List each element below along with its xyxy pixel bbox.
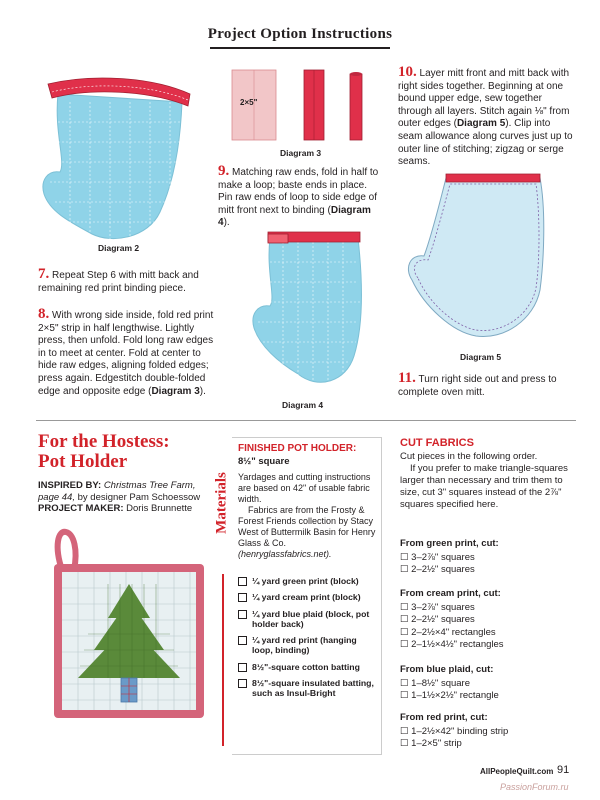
step-7 (38, 268, 218, 295)
materials-intro (238, 472, 376, 560)
pot-holder-title (38, 432, 218, 472)
page-number: 91 (557, 764, 570, 776)
title-line-1: For the Hostess: (38, 431, 170, 452)
cut-intro-1: Cut pieces in the following order. (400, 451, 538, 462)
binding-strip (446, 174, 540, 182)
pot-holder-image (48, 528, 208, 728)
step-11-number: 11. (398, 370, 416, 386)
materials-fabric-url: (henryglassfabrics.net). (238, 549, 332, 559)
cut-fabrics-title: CUT FABRICS (400, 437, 474, 449)
cut-item: ☐ 1–1½×2½" rectangle (400, 690, 575, 703)
mitt-shape (253, 238, 362, 382)
watermark: PassionForum.ru (500, 782, 569, 792)
finished-size: 8½" square (238, 456, 290, 467)
materials-label (214, 437, 230, 569)
step-10-tail: ). Clip into seam allowance along curves just up to outer line of stitching; zigzag or serge seams. (398, 118, 573, 168)
step-8-number: 8. (38, 306, 50, 322)
project-maker (38, 503, 218, 515)
hanging-loop (268, 234, 288, 243)
inspired-by (38, 480, 218, 504)
finished-label: FINISHED POT HOLDER: (238, 443, 357, 454)
materials-item: ¼ yard cream print (block) (238, 592, 378, 602)
cut-group-heading: From cream print, cut: (400, 588, 501, 599)
step-10-text: Layer mitt front and mitt back with right sides together. Beginning at one bound upper edge, sew together through all layers. Stitch again ⅛" from outer edges ( (398, 68, 570, 130)
cut-group-cream (400, 588, 575, 652)
step-7-number: 7. (38, 266, 50, 282)
cut-item: ☐ 1–8½" square (400, 678, 575, 691)
inspired-source: Christmas Tree Farm, page 44, (38, 480, 196, 503)
materials-item: ¼ yard red print (hanging loop, binding) (238, 635, 378, 656)
page-title: Project Option Instructions (207, 26, 393, 42)
materials-fabric-note: Fabrics are from the Frosty & Forest Friends collection by Stacy West of Buttermilk Basin for Henry Glass & Co. (238, 505, 376, 548)
step-9-tail: ). (223, 217, 230, 229)
cut-item: ☐ 2–1½×4½" rectangles (400, 639, 575, 652)
inspired-label: INSPIRED BY: (38, 480, 102, 491)
step-10-ref: Diagram 5 (456, 118, 506, 130)
inspired-tail: by designer Pam Schoessow (74, 492, 201, 503)
materials-label-text: Materials (213, 472, 230, 534)
cut-item: ☐ 1–2½×42" binding strip (400, 726, 575, 739)
step-8-tail: ). (199, 385, 206, 397)
maker-label: PROJECT MAKER: (38, 503, 124, 514)
maker-name: Doris Brunnette (123, 503, 193, 514)
diagram-3-caption: Diagram 3 (280, 148, 322, 158)
step-8-ref: Diagram 3 (151, 385, 200, 397)
materials-item: ¼ yard blue plaid (block, pot holder back) (238, 609, 378, 630)
cut-item: ☐ 3–2⅞" squares (400, 552, 575, 565)
materials-list (238, 576, 378, 705)
materials-item: 8½"-square cotton batting (238, 662, 378, 672)
title-line-2: Pot Holder (38, 451, 128, 472)
step-9 (218, 165, 384, 230)
header-rule (210, 47, 390, 49)
materials-item: 8½"-square insulated batting, such as Insul-Bright (238, 678, 378, 699)
section-divider (36, 420, 576, 421)
materials-item: ¼ yard green print (block) (238, 576, 378, 586)
diagram-5-caption: Diagram 5 (460, 352, 502, 362)
cut-item: ☐ 2–2½" squares (400, 614, 575, 627)
materials-rule (222, 574, 224, 746)
cut-group-heading: From red print, cut: (400, 712, 488, 723)
step-8-text: With wrong side inside, fold red print 2×5" strip in half lengthwise. Lightly press, then unfold. Fold long raw edges in to meet at center. Fold at center to hide raw edges, aligning folded edges; press again. Edgestitch double-folded edge and opposite edge ( (38, 310, 214, 397)
step-11 (398, 372, 574, 399)
step-8 (38, 308, 214, 398)
step-10 (398, 66, 574, 169)
cut-item: ☐ 3–2⅞" squares (400, 602, 575, 615)
cut-group-heading: From green print, cut: (400, 538, 499, 549)
cut-item: ☐ 2–2½" squares (400, 564, 575, 577)
diagram-4-caption: Diagram 4 (282, 400, 324, 410)
diagram-2-caption: Diagram 2 (98, 243, 140, 253)
diagram-4 (238, 222, 368, 400)
footer-site: AllPeopleQuilt.com (480, 767, 554, 776)
step-10-number: 10. (398, 64, 417, 80)
cut-fabrics-intro (400, 451, 575, 511)
cut-group-heading: From blue plaid, cut: (400, 664, 494, 675)
step-9-text: Matching raw ends, fold in half to make a loop; baste ends in place. Pin raw ends of loop to side edge of mitt front next to binding ( (218, 167, 379, 216)
cut-item: ☐ 2–2½×4" rectangles (400, 627, 575, 640)
step-9-ref: Diagram 4 (218, 204, 371, 229)
diagram-5 (400, 170, 550, 350)
step-9-number: 9. (218, 163, 230, 179)
strip-folded-2 (350, 74, 362, 140)
cut-group-red (400, 712, 575, 751)
cut-group-green (400, 538, 575, 577)
diagram-3-dimension: 2×5" (240, 98, 258, 107)
page-header (0, 0, 600, 52)
materials-yardage-note: Yardages and cutting instructions are based on 42" of usable fabric width. (238, 472, 371, 504)
cut-item: ☐ 1–2×5" strip (400, 738, 575, 751)
step-7-text: Repeat Step 6 with mitt back and remaining red print binding piece. (38, 270, 199, 294)
cut-group-blue (400, 664, 575, 703)
step-11-text: Turn right side out and press to complete oven mitt. (398, 374, 557, 398)
cut-intro-2: If you prefer to make triangle-squares larger than necessary and trim them to size, cut 3" squares instead of the 2⅞" squares specified here. (400, 463, 568, 510)
diagram-2 (30, 62, 200, 242)
mitt-shape (43, 94, 182, 239)
